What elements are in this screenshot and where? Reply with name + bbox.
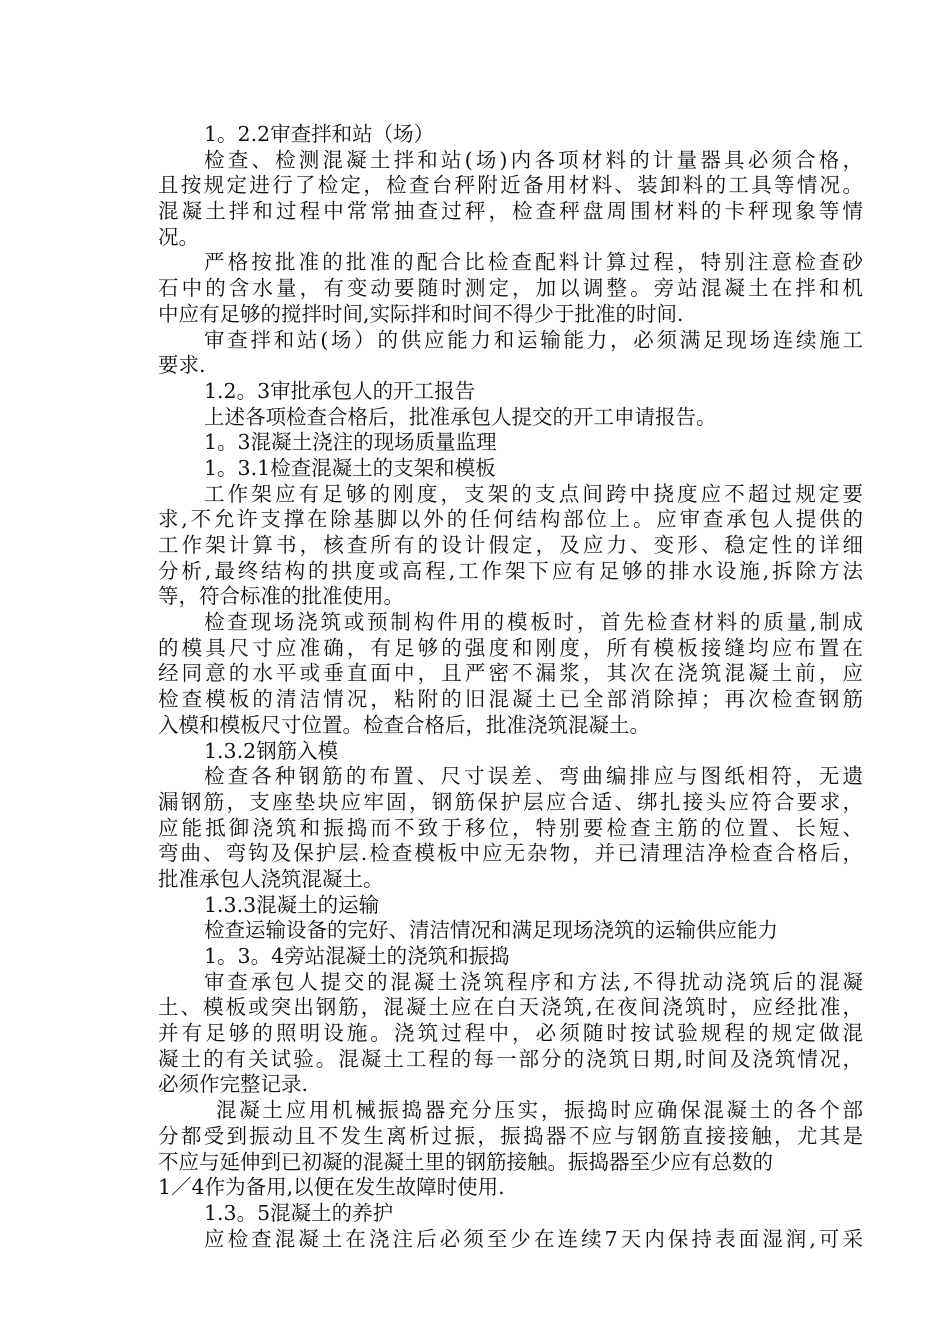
text-line: 检查、检测混凝土拌和站(场)内各项材料的计量器具必须合格， <box>204 147 863 172</box>
text-line: 检查现场浇筑或预制构件用的模板时，首先检查材料的质量,制成 <box>204 610 863 635</box>
text-line: 工作架应有足够的刚度，支架的支点间跨中挠度应不超过规定要 <box>204 481 863 506</box>
text-line: 批准承包人浇筑混凝土。 <box>158 866 384 891</box>
text-line: 严格按批准的批准的配合比检查配料计算过程，特别注意检查砂 <box>204 250 863 275</box>
text-line: 审查承包人提交的混凝土浇筑程序和方法,不得扰动浇筑后的混凝 <box>204 969 863 994</box>
text-line: 漏钢筋，支座垫块应牢固，钢筋保护层应合适、绑扎接头应符合要求， <box>158 789 863 814</box>
text-line: 上述各项检查合格后，批准承包人提交的开工申请报告。 <box>204 404 717 429</box>
text-line: 1。3混凝土浇注的现场质量监理 <box>204 430 497 455</box>
text-line: 1／4作为备用,以便在发生故障时使用. <box>158 1175 505 1200</box>
text-line: 混凝土应用机械振捣器充分压实，振捣时应确保混凝土的各个部 <box>216 1098 863 1123</box>
text-line: 1。2.2审查拌和站（场） <box>204 122 435 146</box>
text-line: 且按规定进行了检定，检查台秤附近备用材料、装卸料的工具等情况。 <box>158 173 863 198</box>
text-line: 中应有足够的搅拌时间,实际拌和时间不得少于批准的时间. <box>158 301 684 326</box>
text-line: 检查各种钢筋的布置、尺寸误差、弯曲编排应与图纸相符，无遗 <box>204 764 863 789</box>
text-line: 1。3。4旁站混凝土的浇筑和振捣 <box>204 944 510 968</box>
text-line: 等，符合标准的批准使用。 <box>158 584 404 609</box>
text-line: 经同意的水平或垂直面中，且严密不漏浆，其次在浇筑混凝土前，应 <box>158 661 863 686</box>
text-line: 的模具尺寸应准确，有足够的强度和刚度，所有模板接缝均应布置在 <box>158 635 863 660</box>
text-line: 应能抵御浇筑和振捣而不致于移位，特别要检查主筋的位置、长短、 <box>158 815 863 840</box>
text-line: 混凝土拌和过程中常常抽查过秤，检查秤盘周围材料的卡秤现象等情 <box>158 199 863 224</box>
text-line: 土、模板或突出钢筋，混凝土应在白天浇筑,在夜间浇筑时，应经批准， <box>158 995 863 1020</box>
text-line: 必须作完整记录. <box>158 1072 309 1097</box>
text-line: 要求. <box>158 353 206 378</box>
text-line: 审查拌和站(场）的供应能力和运输能力，必须满足现场连续施工 <box>204 327 863 352</box>
text-line: 1.2。3审批承包人的开工报告 <box>204 378 476 403</box>
text-line: 不应与延伸到已初凝的混凝土里的钢筋接触。振捣器至少应有总数的 <box>158 1149 773 1174</box>
text-line: 石中的含水量，有变动要随时测定，加以调整。旁站混凝土在拌和机 <box>158 276 863 301</box>
text-line: 1.3.2钢筋入模 <box>204 738 339 763</box>
document-body <box>158 122 863 1252</box>
text-line: 并有足够的照明设施。浇筑过程中，必须随时按试验规程的规定做混 <box>158 1021 863 1046</box>
text-line: 入模和模板尺寸位置。检查合格后，批准浇筑混凝土。 <box>158 712 650 737</box>
text-line: 检查模板的清洁情况，粘附的旧混凝土已全部消除掉；再次检查钢筋 <box>158 687 863 712</box>
text-line: 分析,最终结构的拱度或高程,工作架下应有足够的排水设施,拆除方法 <box>158 558 863 583</box>
text-line: 1.3。5混凝土的养护 <box>204 1200 394 1225</box>
text-line: 分都受到振动且不发生离析过振，振捣器不应与钢筋直接接触，尤其是 <box>158 1123 863 1148</box>
text-line: 检查运输设备的完好、清洁情况和满足现场浇筑的运输供应能力 <box>204 918 778 943</box>
text-line: 凝土的有关试验。混凝土工程的每一部分的浇筑日期,时间及浇筑情况， <box>158 1046 863 1071</box>
text-line: 况。 <box>158 224 199 249</box>
text-line: 弯曲、弯钩及保护层.检查模板中应无杂物，并已清理洁净检查合格后， <box>158 841 863 866</box>
text-line: 应检查混凝土在浇注后必须至少在连续7天内保持表面湿润,可采 <box>204 1226 863 1251</box>
text-line: 1.3.3混凝土的运输 <box>204 892 380 917</box>
text-line: 工作架计算书，核查所有的设计假定，及应力、变形、稳定性的详细 <box>158 533 863 557</box>
text-line: 求,不允许支撑在除基脚以外的任何结构部位上。应审查承包人提供的 <box>158 507 863 532</box>
text-line: 1。3.1检查混凝土的支架和模板 <box>204 455 496 480</box>
